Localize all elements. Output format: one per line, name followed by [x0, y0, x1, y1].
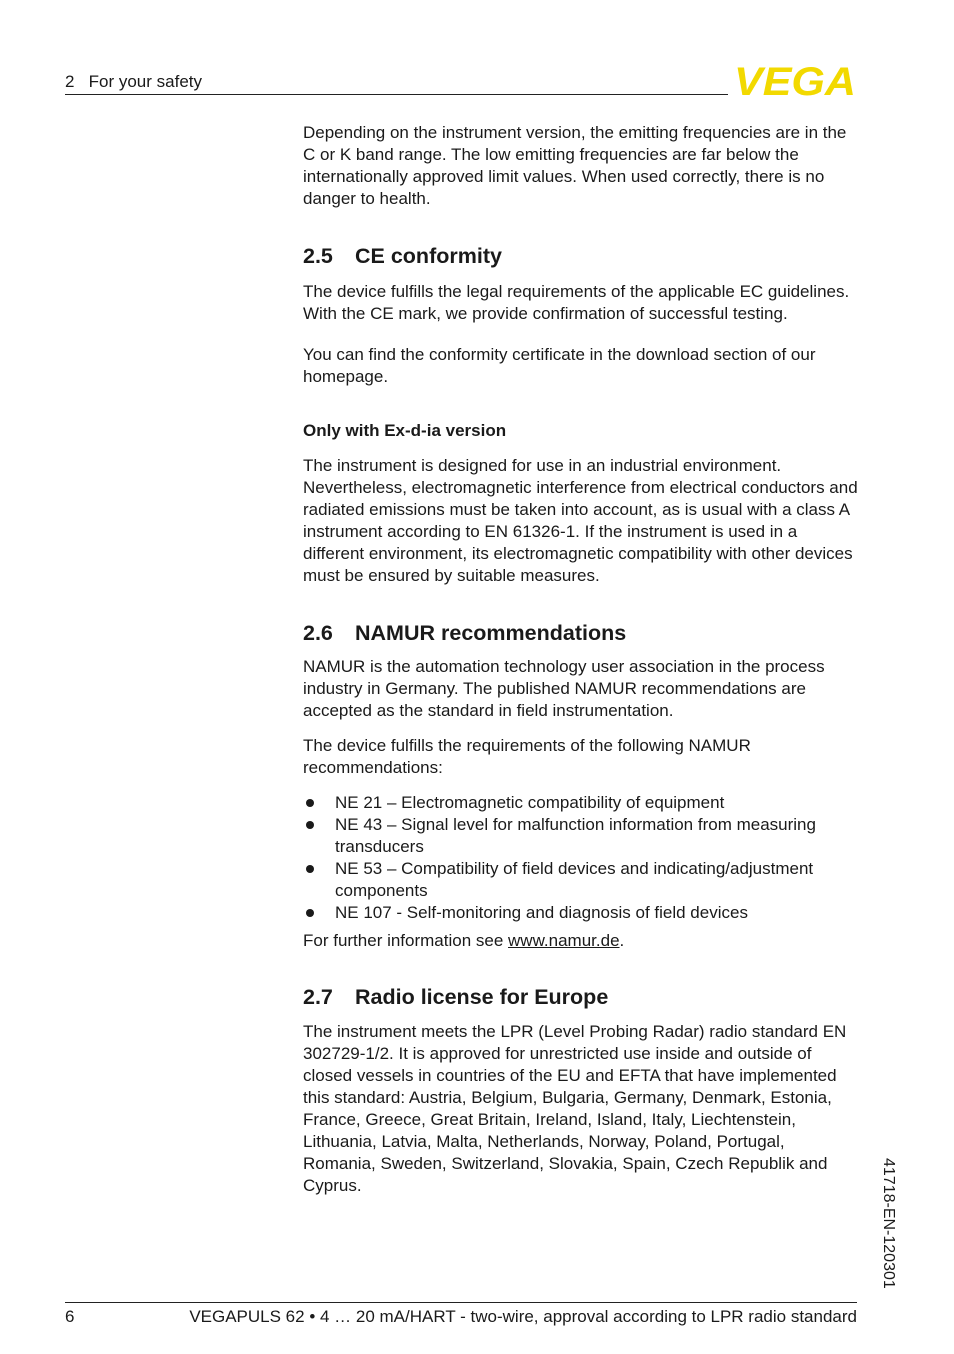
main-content [303, 122, 859, 1197]
namur-paragraph-1: NAMUR is the automation technology user association in the process industry in Germany. The published NAMUR recommendations are accepted as the standard in field instrumentation. [303, 657, 825, 720]
list-item: NE 21 – Electromagnetic compatibility of equipment [303, 792, 859, 814]
footer-rule [65, 1302, 857, 1303]
further-info [303, 930, 859, 952]
document-code: 41718-EN-120301 [880, 1158, 897, 1289]
vega-logo [733, 63, 857, 99]
further-info-text: For further information see [303, 931, 509, 950]
radio-paragraph: The instrument meets the LPR (Level Probing Radar) radio standard EN 302729-1/2. It is approved for unrestricted use inside and outside of closed vessels in countries of the EU and EFTA that have implemented this standard: Austria, Belgium, Bulgaria, Germany, Denmark, Estonia, France, Greece, Great Britain, Ireland, Island, Italy, Liechtenstein, Lithuania, Latvia, Malta, Netherlands, Norway, Poland, Portugal, Romania, Sweden, Switzerland, Slovakia, Spain, Czech Republik and Cyprus. [303, 1022, 847, 1195]
section-title: CE conformity [355, 244, 502, 268]
logo-text: VEGA [734, 63, 856, 99]
header-rule [65, 94, 728, 95]
page-number: 6 [65, 1307, 75, 1326]
namur-list [303, 792, 859, 924]
namur-paragraph-2: The device fulfills the requirements of the following NAMUR recommendations: [303, 736, 751, 777]
ce-paragraph-2: You can find the conformity certificate in the download section of our homepage. [303, 345, 816, 386]
namur-link[interactable]: www.namur.de [508, 931, 620, 950]
section-2-5-heading [303, 242, 859, 270]
running-header: 2 For your safety [65, 72, 202, 91]
list-item: NE 53 – Compatibility of field devices and indicating/adjustment components [303, 858, 859, 902]
section-number: 2.5 [303, 244, 333, 268]
section-number: 2.7 [303, 985, 333, 1009]
section-title: Radio license for Europe [355, 985, 609, 1009]
further-info-end: . [619, 931, 625, 950]
list-item: NE 43 – Signal level for malfunction information from measuring transducers [303, 814, 859, 858]
section-2-6-heading [303, 619, 859, 647]
section-2-7-heading [303, 983, 859, 1011]
list-item: NE 107 - Self-monitoring and diagnosis of field devices [303, 902, 859, 924]
ce-paragraph-1: The device fulfills the legal requirements of the applicable EC guidelines. With the CE mark, we provide confirmation of successful testing. [303, 282, 850, 323]
footer-title: VEGAPULS 62 • 4 … 20 mA/HART - two-wire, approval according to LPR radio standard [189, 1307, 857, 1326]
intro-paragraph: Depending on the instrument version, the emitting frequencies are in the C or K band range. The low emitting frequencies are far below the internationally approved limit values. When used correctly, there is no danger to health. [303, 123, 847, 208]
ex-paragraph: The instrument is designed for use in an industrial environment. Nevertheless, electromagnetic interference from electrical conductors and radiated emissions must be taken into account, as is usual with a class A instrument according to EN 61326-1. If the instrument is used in a different environment, its electromagnetic compatibility with other devices must be ensured by suitable measures. [303, 456, 858, 585]
ex-subheading: Only with Ex-d-ia version [303, 421, 507, 440]
section-title: NAMUR recommendations [355, 621, 627, 645]
section-number: 2.6 [303, 621, 333, 645]
